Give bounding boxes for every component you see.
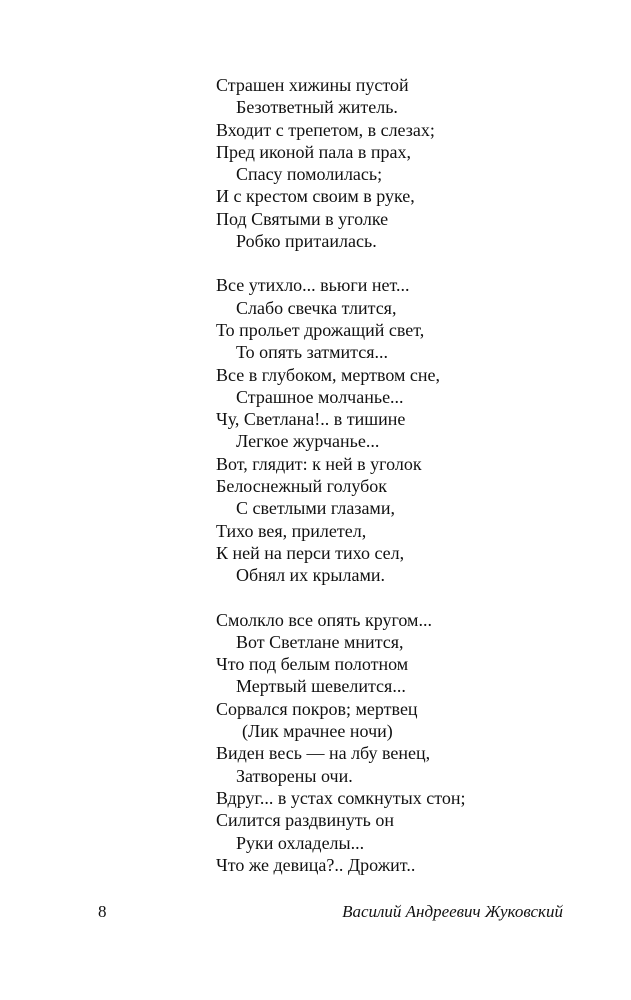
poem-line: Обнял их крылами. [236,565,386,586]
poem-line: Все утихло... вьюги нет... [216,275,410,296]
poem-line: Входит с трепетом, в слезах; [216,119,435,140]
poem-line: Страшен хижины пустой [216,75,409,95]
poem-line: Вот, глядит: к ней в уголок [216,453,422,474]
page-footer [0,900,631,924]
poem-line: Что же девица?.. Дрожит.. [216,854,416,875]
poem-line: Руки охладелы... [236,832,365,853]
poem-line: Все в глубоком, мертвом сне, [216,364,440,385]
poem-line: Под Святыми в уголке [216,208,389,229]
poem-line: Силится раздвинуть он [216,810,395,831]
poem-line: То прольет дрожащий свет, [216,319,425,340]
poem-line: Смолкло все опять кругом... [216,609,432,630]
poem-line: Белоснежный голубок [216,476,388,497]
poem-line: Что под белым полотном [216,654,409,675]
poem-line: Виден весь — на лбу венец, [216,743,431,764]
poem-line: И с крестом своим в руке, [216,186,415,207]
poem-line: Тихо вея, прилетел, [216,520,367,541]
stanza [0,74,631,252]
poem-line: Сорвался покров; мертвец [216,698,418,719]
poem-line: Безответный житель. [236,97,398,118]
poem-line: Вдруг... в устах сомкнутых стон; [216,787,466,808]
poem-text [0,74,631,898]
running-head-author: Василий Андреевич Жуковский [342,902,563,921]
poem-line: Чу, Светлана!.. в тишине [216,409,406,430]
stanza [0,609,631,877]
poem-line: Мертвый шевелится... [236,676,406,697]
stanza [0,274,631,586]
page-number: 8 [98,902,107,921]
poem-line: Вот Светлане мнится, [236,631,404,652]
poem-line: (Лик мрачнее ночи) [242,721,393,742]
poem-line: Спасу помолилась; [236,164,383,185]
poem-line: Пред иконой пала в прах, [216,141,412,162]
poem-line: Легкое журчанье... [236,431,380,452]
poem-line: Страшное молчанье... [236,386,404,407]
poem-line: Слабо свечка тлится, [236,297,397,318]
poem-line: К ней на перси тихо сел, [216,542,405,563]
poem-line: Робко притаилась. [236,231,377,252]
poem-line: Затворены очи. [236,765,353,786]
poem-line: То опять затмится... [236,342,389,363]
poem-line: С светлыми глазами, [236,498,395,519]
